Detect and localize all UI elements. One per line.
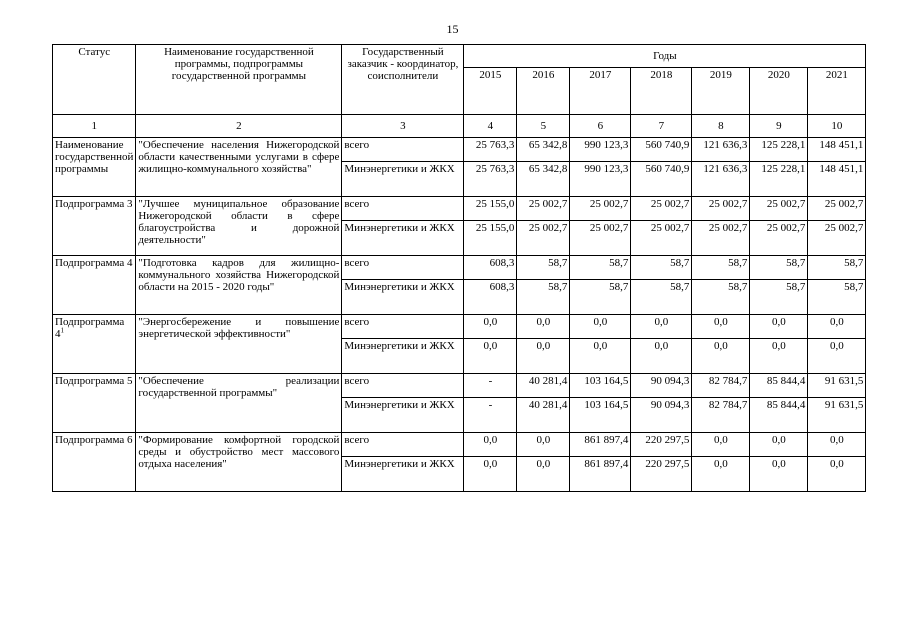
value-cell: 58,7 bbox=[517, 256, 570, 280]
status-text: Подпрограмма 4 bbox=[55, 316, 125, 340]
header-year: 2015 bbox=[464, 68, 517, 115]
value-cell: 40 281,4 bbox=[517, 374, 570, 398]
value-cell: 90 094,3 bbox=[631, 398, 692, 433]
value-cell: 25 002,7 bbox=[517, 221, 570, 256]
executor-cell: Минэнергетики и ЖКХ bbox=[342, 398, 464, 433]
value-cell: 40 281,4 bbox=[517, 398, 570, 433]
status-cell bbox=[53, 197, 136, 256]
value-cell: 58,7 bbox=[517, 280, 570, 315]
header-row-1 bbox=[53, 45, 866, 68]
value-cell: 91 631,5 bbox=[808, 374, 866, 398]
value-cell: 148 451,1 bbox=[808, 138, 866, 162]
table-row bbox=[53, 256, 866, 280]
status-cell bbox=[53, 374, 136, 433]
value-cell: 25 155,0 bbox=[464, 221, 517, 256]
value-cell: 0,0 bbox=[808, 315, 866, 339]
value-cell: 0,0 bbox=[808, 457, 866, 492]
value-cell: 0,0 bbox=[692, 315, 750, 339]
value-cell: 0,0 bbox=[570, 339, 631, 374]
column-number: 2 bbox=[136, 115, 342, 138]
value-cell: 0,0 bbox=[464, 339, 517, 374]
value-cell: 58,7 bbox=[631, 280, 692, 315]
value-cell: 103 164,5 bbox=[570, 374, 631, 398]
value-cell: 0,0 bbox=[517, 315, 570, 339]
value-cell: 121 636,3 bbox=[692, 162, 750, 197]
status-cell bbox=[53, 256, 136, 315]
column-number: 3 bbox=[342, 115, 464, 138]
value-cell: 861 897,4 bbox=[570, 457, 631, 492]
header-year: 2016 bbox=[517, 68, 570, 115]
value-cell: 58,7 bbox=[692, 280, 750, 315]
value-cell: 0,0 bbox=[750, 315, 808, 339]
program-name-cell: "Обеспечение населения Нижегородской области качественными услугами в сфере жилищно-коммунального хозяйства" bbox=[136, 138, 342, 197]
header-year: 2019 bbox=[692, 68, 750, 115]
value-cell: 90 094,3 bbox=[631, 374, 692, 398]
value-cell: 25 002,7 bbox=[570, 221, 631, 256]
value-cell: 25 002,7 bbox=[808, 197, 866, 221]
value-cell: 125 228,1 bbox=[750, 138, 808, 162]
column-number: 8 bbox=[692, 115, 750, 138]
table-row bbox=[53, 315, 866, 339]
table-row bbox=[53, 138, 866, 162]
value-cell: 0,0 bbox=[692, 457, 750, 492]
value-cell: 25 002,7 bbox=[570, 197, 631, 221]
header-customer: Государственный заказчик - координатор, соисполнители bbox=[342, 45, 464, 115]
executor-cell: Минэнергетики и ЖКХ bbox=[342, 221, 464, 256]
value-cell: 58,7 bbox=[570, 280, 631, 315]
column-number: 1 bbox=[53, 115, 136, 138]
status-cell bbox=[53, 315, 136, 374]
value-cell: 103 164,5 bbox=[570, 398, 631, 433]
value-cell: 58,7 bbox=[750, 256, 808, 280]
status-superscript: 1 bbox=[60, 326, 64, 335]
executor-cell: всего bbox=[342, 256, 464, 280]
value-cell: 0,0 bbox=[808, 433, 866, 457]
header-years: Годы bbox=[464, 45, 866, 68]
header-year: 2017 bbox=[570, 68, 631, 115]
value-cell: 25 002,7 bbox=[750, 221, 808, 256]
table-row bbox=[53, 433, 866, 457]
table-row bbox=[53, 197, 866, 221]
value-cell: 25 002,7 bbox=[517, 197, 570, 221]
value-cell: 25 002,7 bbox=[692, 197, 750, 221]
value-cell: 0,0 bbox=[517, 339, 570, 374]
executor-cell: Минэнергетики и ЖКХ bbox=[342, 339, 464, 374]
executor-cell: всего bbox=[342, 433, 464, 457]
status-cell bbox=[53, 138, 136, 197]
column-number-row bbox=[53, 115, 866, 138]
value-cell: 220 297,5 bbox=[631, 457, 692, 492]
value-cell: 25 002,7 bbox=[631, 221, 692, 256]
value-cell: 148 451,1 bbox=[808, 162, 866, 197]
value-cell: 608,3 bbox=[464, 280, 517, 315]
value-cell: 0,0 bbox=[464, 433, 517, 457]
executor-cell: Минэнергетики и ЖКХ bbox=[342, 457, 464, 492]
value-cell: 25 763,3 bbox=[464, 162, 517, 197]
header-year: 2018 bbox=[631, 68, 692, 115]
budget-table bbox=[52, 44, 866, 492]
value-cell: 560 740,9 bbox=[631, 138, 692, 162]
value-cell: 91 631,5 bbox=[808, 398, 866, 433]
value-cell: 85 844,4 bbox=[750, 374, 808, 398]
value-cell: - bbox=[464, 398, 517, 433]
column-number: 4 bbox=[464, 115, 517, 138]
executor-cell: Минэнергетики и ЖКХ bbox=[342, 280, 464, 315]
value-cell: 0,0 bbox=[692, 339, 750, 374]
header-year: 2020 bbox=[750, 68, 808, 115]
value-cell: - bbox=[464, 374, 517, 398]
column-number: 9 bbox=[750, 115, 808, 138]
value-cell: 25 155,0 bbox=[464, 197, 517, 221]
value-cell: 0,0 bbox=[631, 315, 692, 339]
executor-cell: всего bbox=[342, 138, 464, 162]
status-text: Подпрограмма 6 bbox=[55, 434, 133, 446]
executor-cell: всего bbox=[342, 197, 464, 221]
value-cell: 25 002,7 bbox=[631, 197, 692, 221]
value-cell: 220 297,5 bbox=[631, 433, 692, 457]
value-cell: 58,7 bbox=[692, 256, 750, 280]
value-cell: 0,0 bbox=[517, 433, 570, 457]
value-cell: 560 740,9 bbox=[631, 162, 692, 197]
value-cell: 0,0 bbox=[570, 315, 631, 339]
executor-cell: Минэнергетики и ЖКХ bbox=[342, 162, 464, 197]
value-cell: 0,0 bbox=[464, 457, 517, 492]
value-cell: 65 342,8 bbox=[517, 138, 570, 162]
header-name: Наименование государственной программы, подпрограммы государственной программы bbox=[136, 45, 342, 115]
value-cell: 608,3 bbox=[464, 256, 517, 280]
value-cell: 0,0 bbox=[750, 433, 808, 457]
value-cell: 25 763,3 bbox=[464, 138, 517, 162]
value-cell: 0,0 bbox=[692, 433, 750, 457]
value-cell: 58,7 bbox=[808, 256, 866, 280]
value-cell: 0,0 bbox=[517, 457, 570, 492]
status-text: Подпрограмма 5 bbox=[55, 375, 133, 387]
value-cell: 58,7 bbox=[631, 256, 692, 280]
value-cell: 25 002,7 bbox=[808, 221, 866, 256]
program-name-cell: "Лучшее муниципальное образование Нижегородской области в сфере благоустройства и дорожной деятельности" bbox=[136, 197, 342, 256]
value-cell: 0,0 bbox=[631, 339, 692, 374]
column-number: 10 bbox=[808, 115, 866, 138]
column-number: 7 bbox=[631, 115, 692, 138]
value-cell: 25 002,7 bbox=[750, 197, 808, 221]
value-cell: 0,0 bbox=[750, 339, 808, 374]
status-text: Подпрограмма 4 bbox=[55, 257, 133, 269]
value-cell: 58,7 bbox=[570, 256, 631, 280]
executor-cell: всего bbox=[342, 374, 464, 398]
status-text: Наименование государственной программы bbox=[55, 139, 134, 175]
value-cell: 0,0 bbox=[464, 315, 517, 339]
value-cell: 58,7 bbox=[750, 280, 808, 315]
header-status: Статус bbox=[53, 45, 136, 115]
executor-cell: всего bbox=[342, 315, 464, 339]
value-cell: 65 342,8 bbox=[517, 162, 570, 197]
value-cell: 121 636,3 bbox=[692, 138, 750, 162]
value-cell: 58,7 bbox=[808, 280, 866, 315]
value-cell: 0,0 bbox=[750, 457, 808, 492]
table-row bbox=[53, 374, 866, 398]
column-number: 5 bbox=[517, 115, 570, 138]
value-cell: 85 844,4 bbox=[750, 398, 808, 433]
status-cell bbox=[53, 433, 136, 492]
program-name-cell: "Энергосбережение и повышение энергетической эффективности" bbox=[136, 315, 342, 374]
value-cell: 82 784,7 bbox=[692, 398, 750, 433]
value-cell: 125 228,1 bbox=[750, 162, 808, 197]
value-cell: 0,0 bbox=[808, 339, 866, 374]
value-cell: 861 897,4 bbox=[570, 433, 631, 457]
program-name-cell: "Подготовка кадров для жилищно-коммунального хозяйства Нижегородской области на 2015 - 2020 годы" bbox=[136, 256, 342, 315]
value-cell: 990 123,3 bbox=[570, 162, 631, 197]
column-number: 6 bbox=[570, 115, 631, 138]
value-cell: 82 784,7 bbox=[692, 374, 750, 398]
page-number: 15 bbox=[446, 22, 459, 36]
header-year: 2021 bbox=[808, 68, 866, 115]
value-cell: 990 123,3 bbox=[570, 138, 631, 162]
program-name-cell: "Формирование комфортной городской среды и обустройство мест массового отдыха населения" bbox=[136, 433, 342, 492]
status-text: Подпрограмма 3 bbox=[55, 198, 133, 210]
program-name-cell: "Обеспечение реализации государственной программы" bbox=[136, 374, 342, 433]
value-cell: 25 002,7 bbox=[692, 221, 750, 256]
